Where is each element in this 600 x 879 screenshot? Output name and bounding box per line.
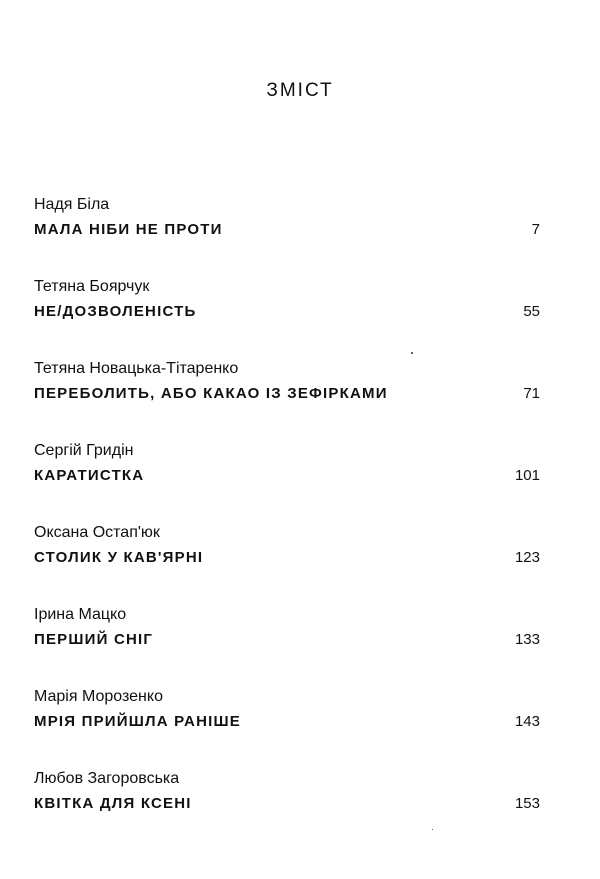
entry-title: СТОЛИК У КАВ'ЯРНІ [34,549,204,566]
toc-entry [34,359,540,441]
entry-title: ПЕРШИЙ СНІГ [34,631,154,648]
toc-entry [34,441,540,523]
entry-title: КАРАТИСТКА [34,467,145,484]
entry-page-number: 101 [514,467,540,484]
toc-entry [34,277,540,359]
scan-speck [432,829,433,830]
entry-page-number: 143 [514,713,540,730]
toc-entry [34,195,540,277]
entry-page-number: 153 [514,795,540,812]
entry-title: МАЛА НІБИ НЕ ПРОТИ [34,221,223,238]
entry-author: Любов Загоровська [34,770,180,787]
entry-author: Марія Морозенко [34,688,163,705]
entry-author: Оксана Остап'юк [34,524,160,541]
toc-entry [34,523,540,605]
entry-author: Тетяна Боярчук [34,278,150,295]
toc-entry [34,769,540,851]
entry-title: ПЕРЕБОЛИТЬ, АБО КАКАО ІЗ ЗЕФІРКАМИ [34,385,388,402]
entry-page-number: 133 [514,631,540,648]
entry-author: Сергій Гридін [34,442,134,459]
toc-entry [34,605,540,687]
page-title: ЗМІСТ [266,80,334,101]
entry-author: Ірина Мацко [34,606,127,623]
entry-page-number: 55 [523,303,540,320]
toc-entry [34,687,540,769]
entry-title: МРІЯ ПРИЙШЛА РАНІШЕ [34,713,241,730]
entry-page-number: 123 [514,549,540,566]
scan-speck [411,352,413,354]
table-of-contents [34,195,540,851]
entry-page-number: 71 [523,385,540,402]
entry-page-number: 7 [531,221,540,238]
entry-title: КВІТКА ДЛЯ КСЕНІ [34,795,192,812]
entry-author: Тетяна Новацька-Тітаренко [34,360,239,377]
entry-title: НЕ/ДОЗВОЛЕНІСТЬ [34,303,197,320]
entry-author: Надя Біла [34,196,110,213]
